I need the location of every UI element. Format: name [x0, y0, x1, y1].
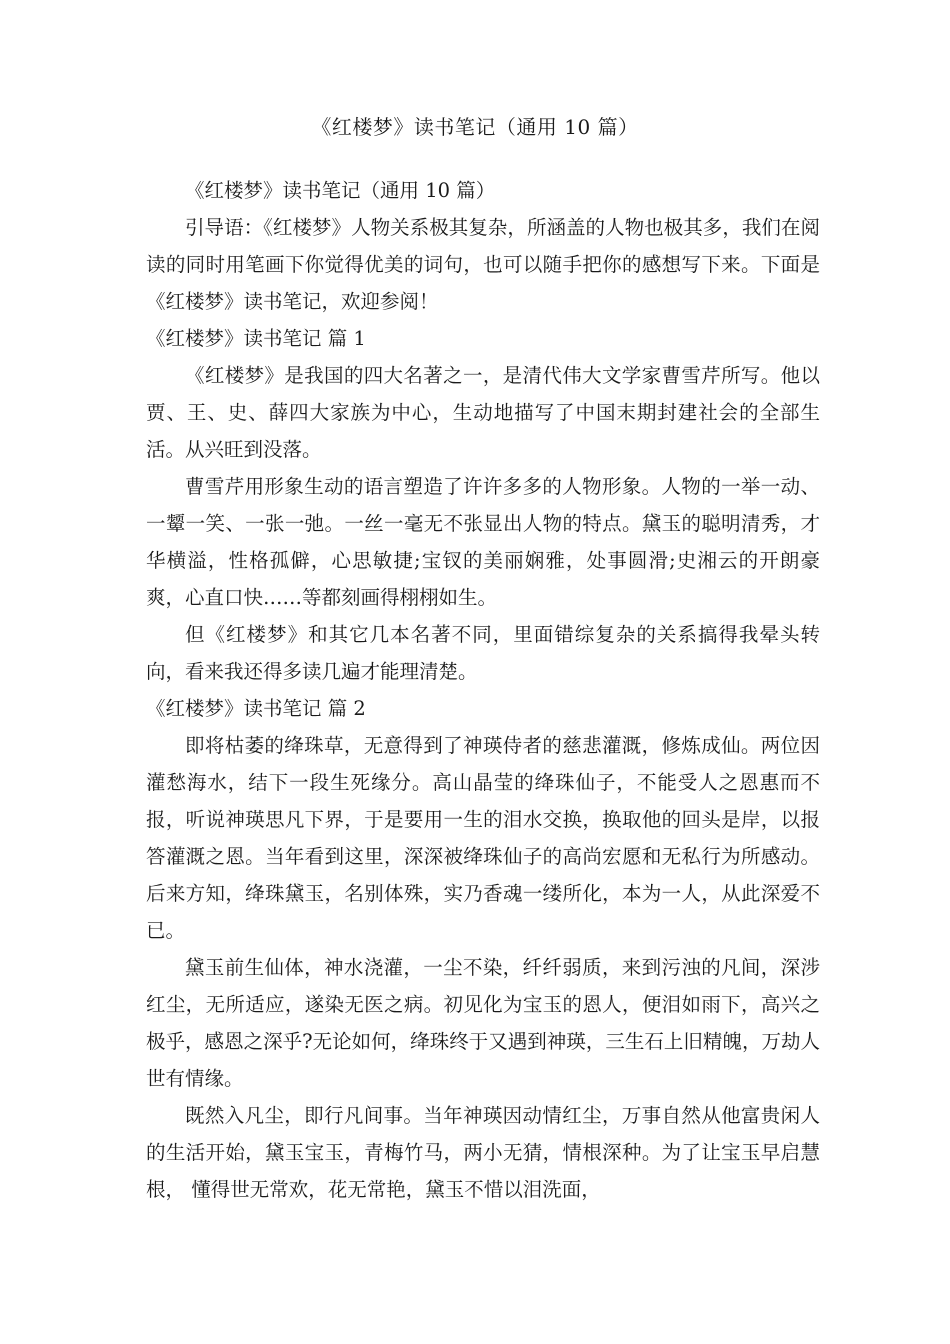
body-paragraph: 《红楼梦》是我国的四大名著之一，是清代伟大文学家曹雪芹所写。他以贾、王、史、薛四大家族为中心，生动地描写了中国末期封建社会的全部生活。从兴旺到没落。 [146, 364, 820, 461]
body-paragraph: 既然入凡尘，即行凡间事。当年神瑛因动情红尘，万事自然从他富贵闲人的生活开始，黛玉宝玉，青梅竹马，两小无猜，情根深种。为了让宝玉早启慧根， 懂得世无常欢，花无常艳，黛玉不惜以泪洗面， [146, 1104, 820, 1201]
section-heading: 《红楼梦》读书笔记 篇 1 [146, 327, 366, 350]
document-body [146, 172, 820, 1208]
document-title: 《红楼梦》读书笔记（通用 10 篇） [311, 115, 639, 139]
body-paragraph: 黛玉前生仙体，神水浇灌，一尘不染，纤纤弱质，来到污浊的凡间，深涉红尘，无所适应，遂染无医之病。初见化为宝玉的恩人，便泪如雨下，高兴之极乎，感恩之深乎?无论如何，绛珠终于又遇到神瑛，三生石上旧精魄，万劫人世有情缘。 [146, 956, 820, 1090]
body-paragraph: 但《红楼梦》和其它几本名著不同，里面错综复杂的关系搞得我晕头转向，看来我还得多读几遍才能理清楚。 [146, 623, 820, 683]
body-paragraph: 即将枯萎的绛珠草，无意得到了神瑛侍者的慈悲灌溉，修炼成仙。两位因灌愁海水，结下一段生死缘分。高山晶莹的绛珠仙子，不能受人之恩惠而不报，听说神瑛思凡下界，于是要用一生的泪水交换，换取他的回头是岸，以报答灌溉之恩。当年看到这里，深深被绛珠仙子的高尚宏愿和无私行为所感动。后来方知，绛珠黛玉，名别体殊，实乃香魂一缕所化，本为一人，从此深爱不已。 [146, 734, 820, 942]
body-paragraph: 曹雪芹用形象生动的语言塑造了许许多多的人物形象。人物的一举一动、一颦一笑、一张一弛。一丝一毫无不张显出人物的特点。黛玉的聪明清秀，才华横溢，性格孤僻，心思敏捷;宝钗的美丽娴雅，处事圆滑;史湘云的开朗豪爽，心直口快……等都刻画得栩栩如生。 [146, 475, 820, 609]
document-subtitle: 《红楼梦》读书笔记（通用 10 篇） [185, 179, 496, 202]
intro-paragraph: 引导语：《红楼梦》人物关系极其复杂，所涵盖的人物也极其多，我们在阅读的同时用笔画下你觉得优美的词句，也可以随手把你的感想写下来。下面是《红楼梦》读书笔记，欢迎参阅！ [146, 216, 820, 313]
section-heading: 《红楼梦》读书笔记 篇 2 [146, 697, 366, 720]
